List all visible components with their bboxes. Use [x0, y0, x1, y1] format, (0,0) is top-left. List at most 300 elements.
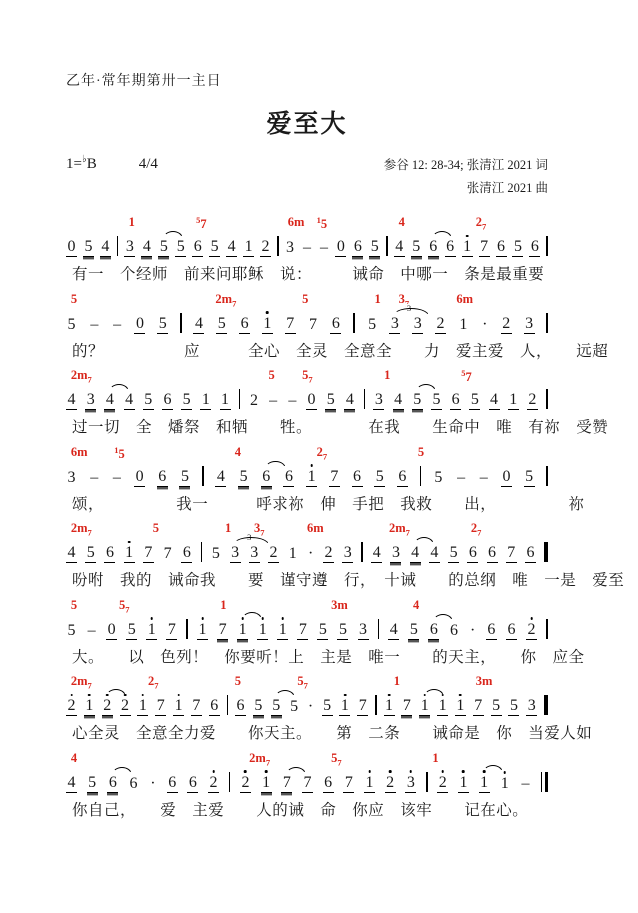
chord-symbol: $2m_7$ [249, 750, 271, 768]
note: 6 [487, 620, 496, 638]
note: 1 [262, 773, 271, 791]
note: 0 [336, 238, 345, 256]
note: · [150, 774, 156, 792]
note: 0 [307, 391, 316, 409]
key-signature [66, 154, 158, 173]
credit-music: 张清江 2021 曲 [466, 181, 548, 196]
note: 4 [67, 391, 76, 409]
note: 7 [344, 773, 353, 791]
note: 5 [326, 391, 335, 409]
barline [420, 466, 422, 486]
note: 2 [438, 773, 447, 791]
notation-row [66, 768, 548, 793]
note: 3 [525, 314, 534, 332]
note: 6 [108, 773, 117, 791]
note: 5 [470, 391, 479, 409]
note: 5 [272, 697, 281, 715]
chord-symbol: 5 [268, 368, 275, 383]
note: 5 [412, 238, 421, 256]
barline [375, 695, 377, 715]
note: 1 [500, 774, 509, 792]
note: 3 [413, 314, 422, 332]
music-system [66, 444, 585, 523]
note: 6 [353, 238, 362, 256]
note: 2 [249, 392, 258, 410]
note: 7 [167, 620, 176, 638]
note: 4 [67, 773, 76, 791]
chord-symbol: 6m [287, 215, 305, 230]
credit-lyrics: 参谷 12: 28-34; 张清江 2021 词 [383, 158, 548, 172]
note: – [112, 468, 121, 486]
note: 3 [343, 544, 352, 562]
barline [426, 772, 428, 792]
note: 6 [129, 774, 138, 792]
note: – [479, 468, 488, 486]
chord-row [66, 369, 548, 385]
chord-symbol: 4 [413, 597, 420, 612]
note: 4 [389, 620, 398, 638]
note: 2 [502, 314, 511, 332]
note: 3 [406, 773, 415, 791]
note: 2 [528, 391, 537, 409]
note: 0 [107, 620, 116, 638]
note: 1 [263, 314, 272, 332]
note: 7 [286, 314, 295, 332]
chord-symbol: $^1$5 [316, 215, 328, 232]
note: – [319, 239, 328, 257]
note: 5 [318, 620, 327, 638]
barline [364, 389, 366, 409]
hymn-title: 爱至大 [266, 109, 348, 138]
note: – [113, 315, 122, 333]
chord-row [66, 675, 548, 691]
note: 1 [258, 620, 267, 638]
note: 5 [67, 315, 76, 333]
note: – [521, 774, 530, 792]
note: 6 [168, 773, 177, 791]
note: 1 [480, 773, 489, 791]
note: 6 [193, 238, 202, 256]
note: 5 [144, 391, 153, 409]
note: 1 [420, 697, 429, 715]
barline [544, 695, 548, 715]
chord-symbol: 4 [398, 215, 405, 230]
note: 1 [288, 545, 297, 563]
note: 7 [402, 697, 411, 715]
chord-symbol: 1 [384, 368, 391, 383]
note: 1 [174, 697, 183, 715]
lyrics-line: 过一切 全 燔祭 和牺 牲。 在我 生命中 唯 有祢 受赞 [72, 419, 609, 437]
barline [229, 772, 231, 792]
note: 5 [88, 773, 97, 791]
note: 0 [502, 467, 511, 485]
music-system [66, 674, 593, 752]
note: 6 [353, 467, 362, 485]
chord-symbol: $5_7$ [119, 597, 130, 615]
note: 5 [375, 467, 384, 485]
barline [378, 619, 380, 639]
chord-symbol: $^5$7 [196, 215, 207, 232]
note: 5 [176, 238, 185, 256]
note: 5 [254, 697, 263, 715]
notation-row [66, 532, 548, 563]
lyrics-line: 心全灵 全意全力爱 你天主。 第 二条 诫命是 你 当爱人如 [72, 725, 593, 743]
note: 6 [398, 467, 407, 485]
note: 7 [358, 697, 367, 715]
credits [384, 154, 548, 200]
note: 5 [158, 314, 167, 332]
barline [546, 389, 548, 409]
note: 6 [488, 544, 497, 562]
note: 3 [374, 391, 383, 409]
note: – [302, 239, 311, 257]
lyrics-line: 颂， 我一 呼求祢 伸 手把 我救 出， 祢 [72, 495, 585, 513]
note: 5 [159, 238, 168, 256]
barline [239, 389, 241, 409]
note: 4 [394, 391, 403, 409]
chord-symbol: 3m [475, 674, 493, 689]
note: 5 [338, 620, 347, 638]
chord-symbol: $^5$7 [461, 368, 472, 385]
chord-symbol: 4 [70, 750, 78, 765]
note: 1 [463, 238, 472, 256]
chord-symbol: $5_7$ [297, 674, 308, 691]
barline [386, 236, 388, 256]
barline [546, 466, 548, 486]
chord-symbol: 1 [393, 674, 400, 689]
key-prefix: 1= [66, 156, 82, 172]
barline [227, 695, 229, 715]
chord-symbol: 6m [456, 291, 474, 306]
note: 2 [386, 773, 395, 791]
note: 1 [509, 391, 518, 409]
chord-symbol: $^1$5 [114, 444, 125, 461]
note: 7 [156, 697, 165, 715]
note: 5 [434, 468, 443, 486]
chord-symbol: $5_7$ [331, 750, 342, 768]
note: 1 [198, 620, 207, 638]
note: 6 [188, 773, 197, 791]
note: 6 [530, 238, 539, 256]
chord-symbol: 1 [432, 750, 439, 765]
note: 5 [370, 238, 379, 256]
note: 1 [278, 620, 287, 638]
note: 6 [163, 391, 172, 409]
note: 1 [456, 697, 465, 715]
note: 5 [239, 467, 248, 485]
chord-symbol: 1 [128, 215, 135, 230]
note: 4 [490, 391, 498, 409]
note: 3 [67, 468, 76, 486]
note: 5 [182, 391, 191, 409]
note: 1 [459, 315, 468, 333]
note: 5 [413, 391, 422, 409]
note: 4 [194, 314, 203, 332]
lyrics-line: 有一 个经师 前来问耶稣 说： 诫命 中哪一 条是最重要 [72, 266, 545, 284]
barline [546, 236, 548, 256]
chord-symbol: 5 [302, 291, 309, 306]
note: 2 [121, 697, 130, 715]
note: 6 [468, 544, 477, 562]
note: 4 [125, 391, 134, 409]
note: 3 [359, 620, 368, 638]
note: 7 [330, 467, 339, 485]
note: 5 [513, 238, 522, 256]
note: 4 [430, 544, 439, 562]
barline [361, 542, 363, 562]
note: 2 [67, 697, 76, 715]
note: 1 [238, 620, 247, 638]
chord-symbol: 1 [374, 291, 381, 306]
music-system [66, 216, 548, 293]
note: – [90, 468, 99, 486]
final-barline [541, 772, 548, 792]
note: 7 [218, 620, 227, 638]
chord-symbol: 5 [70, 597, 78, 612]
note: 6 [449, 621, 458, 639]
note: 6 [446, 238, 455, 256]
note: 6 [451, 391, 460, 409]
note: 4 [395, 238, 404, 256]
note: 1 [365, 773, 374, 791]
chord-row [66, 216, 548, 232]
lyrics-line: 你自己， 爱 主爱 人的诫 命 你应 该牢 记在心。 [72, 801, 529, 819]
barline [546, 619, 548, 639]
note: 5 [127, 620, 136, 638]
note: 5 [210, 238, 219, 256]
note: 5 [525, 467, 534, 485]
note: 7 [507, 544, 516, 562]
note: 6 [284, 467, 293, 485]
note: 6 [497, 238, 506, 256]
note: 4 [101, 238, 110, 256]
note: 6 [240, 314, 249, 332]
lyrics-line: 吩咐 我的 诫命我 要 谨守遵 行， 十诫 的总纲 唯 一是 爱至 [72, 572, 625, 590]
note: 2 [261, 238, 270, 256]
note: 6 [526, 544, 535, 562]
note: · [307, 545, 314, 563]
chord-row [66, 293, 548, 309]
chord-symbol: 5 [70, 291, 78, 306]
meta-row [66, 154, 548, 200]
note: 4 [345, 391, 354, 409]
lyrics-line: 大。 以 色列！ 你要听！上 主是 唯一 的天主， 你 应全 [72, 648, 585, 666]
barline [201, 542, 203, 562]
notation-row [66, 385, 548, 410]
note: · [307, 698, 314, 716]
chord-symbol: $3_7$ [253, 521, 265, 538]
barline [277, 236, 279, 256]
note: 5 [86, 544, 95, 562]
note: 7 [309, 315, 318, 333]
barline [180, 313, 182, 333]
notation-row [66, 462, 548, 487]
note: 5 [180, 467, 189, 485]
note: 0 [67, 238, 76, 256]
note: 5 [323, 697, 332, 715]
note: 7 [298, 620, 307, 638]
note: 2 [241, 773, 250, 791]
note: 1 [459, 773, 468, 791]
chord-symbol: $2m_7$ [70, 674, 92, 691]
chord-symbol: 1 [225, 521, 232, 536]
note: 6 [182, 544, 191, 562]
chord-symbol: 5 [234, 674, 241, 689]
note: 5 [432, 391, 441, 409]
note: 5 [67, 621, 76, 639]
note: 1 [307, 467, 316, 485]
note: 4 [142, 238, 151, 256]
notation-row [66, 615, 548, 640]
music-system [66, 521, 625, 599]
chord-row [66, 599, 548, 615]
note: – [87, 621, 96, 639]
note: 1 [385, 697, 394, 715]
note: 6 [236, 697, 245, 715]
chord-symbol: $2m_7$ [388, 521, 410, 538]
chord-symbol: 1 [220, 597, 227, 612]
note: 3 [527, 697, 536, 715]
chord-symbol: $2m_7$ [70, 521, 92, 538]
chord-symbol: 3m [331, 597, 348, 612]
triplet-number: 3 [406, 302, 412, 313]
note: 0 [135, 314, 144, 332]
note: 5 [449, 544, 458, 562]
note: 2 [527, 620, 536, 638]
note: 3 [391, 544, 400, 562]
note: 3 [286, 239, 295, 257]
chord-row [66, 752, 548, 768]
chord-symbol: 5 [152, 521, 159, 536]
note: 3 [250, 544, 259, 562]
note: 6 [158, 467, 167, 485]
note: 6 [507, 620, 516, 638]
note: 5 [492, 697, 501, 715]
note: 5 [409, 620, 418, 638]
chord-row [66, 446, 548, 462]
notation-row [66, 691, 548, 716]
note: 6 [429, 238, 438, 256]
systems [66, 215, 625, 828]
barline [353, 313, 355, 333]
barline [117, 236, 119, 256]
note: 7 [282, 773, 291, 791]
note: 3 3 [231, 532, 252, 562]
chord-symbol: 6m [70, 444, 88, 459]
note: 5 [509, 697, 518, 715]
barline [546, 313, 548, 333]
note: – [90, 315, 99, 333]
note: 1 [244, 238, 253, 256]
flat-symbol: ♭ [81, 154, 87, 165]
note: 6 [262, 467, 271, 485]
note: 5 [217, 314, 226, 332]
music-system [66, 291, 609, 370]
note: 4 [105, 391, 114, 409]
note: 4 [216, 467, 225, 485]
note: 7 [163, 545, 172, 563]
music-system [66, 752, 548, 829]
note: – [269, 392, 278, 410]
chord-symbol: $2_7$ [316, 444, 328, 462]
note: 1 [85, 697, 94, 715]
note: 0 [135, 467, 144, 485]
note: 2 [269, 544, 278, 562]
chord-symbol: $2m_7$ [215, 291, 237, 309]
chord-symbol: $2_7$ [475, 215, 487, 232]
note: · [482, 315, 488, 333]
chord-symbol: $2_7$ [470, 521, 482, 538]
chord-symbol: 3 [398, 291, 405, 306]
triplet-number: 3 [247, 532, 252, 543]
note: 6 [324, 773, 333, 791]
note: 1 [438, 697, 447, 715]
note: 3 [125, 238, 134, 256]
time-signature: 4/4 [138, 156, 158, 172]
note: 7 [303, 773, 312, 791]
chord-symbol: 4 [234, 444, 241, 459]
note: · [470, 621, 476, 639]
note: 4 [411, 544, 420, 562]
note: 3 3 [390, 302, 412, 332]
note: 7 [144, 544, 153, 562]
key-note: B [86, 156, 97, 172]
note: 6 [105, 544, 114, 562]
note: 5 [290, 698, 299, 716]
music-system [66, 368, 609, 446]
note: 1 [138, 697, 147, 715]
note: – [457, 468, 466, 486]
note: 1 [147, 620, 156, 638]
note: 2 [436, 314, 445, 332]
note: 6 [210, 697, 219, 715]
note: 7 [192, 697, 201, 715]
note: – [288, 392, 297, 410]
note: 2 [324, 544, 333, 562]
note: 6 [429, 620, 438, 638]
note: 1 [221, 391, 229, 409]
chord-row [66, 522, 548, 538]
chord-symbol: $5_7$ [302, 368, 313, 385]
lyrics-line: 的？ 应 全心 全灵 全意全 力 爱主爱 人， 远超 [72, 342, 609, 360]
note: 3 [86, 391, 95, 409]
notation-row [66, 302, 548, 334]
note: 5 [368, 315, 377, 333]
chord-symbol: 6m [307, 521, 324, 536]
barline [202, 466, 204, 486]
liturgical-season-header: 乙年·常年期第卅一主日 [66, 74, 222, 89]
note: 4 [372, 544, 381, 562]
note: 7 [474, 697, 483, 715]
notation-row [66, 232, 548, 257]
note: 4 [227, 238, 236, 256]
barline [186, 619, 188, 639]
note: 4 [67, 544, 76, 562]
note: 2 [103, 697, 112, 715]
chord-symbol: $2_7$ [147, 674, 159, 691]
chord-symbol: $2m_7$ [70, 368, 92, 385]
note: 1 [201, 391, 210, 409]
note: 1 [340, 697, 349, 715]
note: 5 [211, 545, 220, 563]
note: 1 [125, 544, 134, 562]
chord-symbol: 5 [417, 444, 425, 459]
note: 6 [331, 314, 340, 332]
note: 7 [480, 238, 489, 256]
note: 2 [209, 773, 218, 791]
music-system [66, 597, 585, 676]
barline [544, 542, 548, 562]
